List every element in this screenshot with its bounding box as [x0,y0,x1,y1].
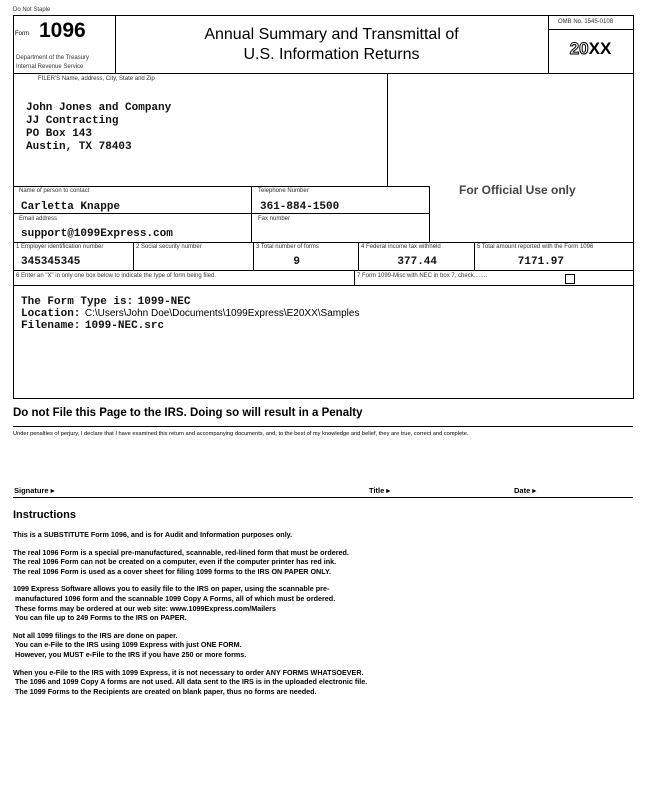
instruction-line: These forms may be ordered at our web site: www.1099Express.com/Mailers [13,603,276,613]
tax-year-outline: 20 [569,39,589,58]
perjury-statement: Under penalties of perjury, I declare that I have examined this return and accompanying documents, and, to the best of my knowledge and belief, they are true, correct and complete. [13,431,469,437]
instruction-paragraph [13,668,633,697]
arrow-right-icon: ▸ [386,486,391,495]
filer-line: John Jones and Company [26,102,172,114]
filename-label: Filename: [21,320,81,332]
phone-value: 361-884-1500 [260,201,340,213]
contact-name-label: Name of person to contact [19,188,90,194]
form-label: Form [15,31,29,37]
location-label: Location: [21,308,81,320]
filename-value: 1099-NEC.src [84,320,165,332]
form-title-line1: Annual Summary and Transmittal of [204,26,459,43]
instruction-line: You can file up to 249 Forms to the IRS on PAPER. [13,613,187,623]
instruction-line: The real 1096 Form is used as a cover sheet for filing 1099 forms to the IRS ON PAPER ONLY. [13,566,331,576]
signature-label: Signature [14,486,49,495]
instruction-line: 1099 Express Software allows you to easily file to the IRS on paper, using the scannable pre- [13,584,330,594]
box4-label: 4 Federal income tax withheld [361,244,441,250]
box1-value: 345345345 [21,256,81,268]
form-title-line2: U.S. Information Returns [243,46,420,63]
email-value: support@1099Express.com [21,228,173,240]
form-number: 1096 [39,19,86,42]
instruction-line: However, you MUST e-File to the IRS if you have 250 or more forms. [13,649,247,659]
instructions-heading: Instructions [13,509,76,521]
arrow-right-icon: ▸ [532,486,537,495]
date-field[interactable] [514,486,536,495]
do-not-staple-note: Do Not Staple [13,7,51,13]
arrow-right-icon: ▸ [50,486,55,495]
fax-label: Fax number [258,216,291,222]
filer-line: PO Box 143 [26,128,93,140]
box7-label: 7 Form 1099-Misc with NEC in box 7, check........ [357,273,488,279]
instruction-line: manufactured 1096 form and the scannable 1099 Copy A Forms, all of which must be ordered. [13,593,336,603]
filer-line: JJ Contracting [26,115,119,127]
tax-year-suffix: XX [588,39,612,58]
contact-name-value: Carletta Knappe [21,201,121,213]
box5-label: 5 Total amount reported with the Form 1096 [477,244,594,250]
box7-checkbox[interactable] [565,274,575,284]
box5-value: 7171.97 [517,256,564,268]
date-label: Date [514,486,531,495]
box2-label: 2 Social security number [136,244,202,250]
filer-label: FILER'S Name, address, City, State and Zip [38,76,155,82]
treasury-dept: Department of the Treasury [16,55,90,61]
box3-value: 9 [293,256,300,268]
box4-value: 377.44 [397,256,437,268]
title-field[interactable] [369,486,390,495]
box6-label: 6 Enter an "X" in only one box below to indicate the type of form being filed. [16,273,217,279]
tax-year [548,39,633,59]
signature-field[interactable] [14,486,54,495]
instruction-line: When you e-File to the IRS with 1099 Express, it is not necessary to order ANY FORMS WHATSOEVER. [13,667,364,677]
instruction-paragraph [13,530,633,540]
filer-address [26,102,171,154]
email-label: Email address [19,216,58,222]
filename-line [21,315,164,333]
instruction-line: The 1096 and 1099 Copy A forms are not used. All data sent to the IRS is in the uploaded electronic file. [13,677,368,687]
form-type-label: The Form Type is: [21,296,134,308]
instruction-line: You can e-File to the IRS using 1099 Express with just ONE FORM. [13,640,242,650]
form-title [115,25,548,65]
location-value: C:\Users\John Doe\Documents\1099Express\E20XX\Samples [84,308,360,319]
official-use-label: For Official Use only [459,183,576,197]
title-label: Title [369,486,385,495]
box1-label: 1 Employer identification number [16,244,104,250]
penalty-warning: Do not File this Page to the IRS. Doing so will result in a Penalty [13,407,363,419]
instruction-line: The 1099 Forms to the Recipients are created on blank paper, thus no forms are needed. [13,686,317,696]
instruction-line: The real 1096 Form can not be created on a computer, even if the computer printer has red ink. [13,557,337,567]
omb-number: OMB No. 1545-0108 [558,19,614,25]
irs-name: Internal Revenue Service [16,64,84,70]
box3-label: 3 Total number of forms [256,244,319,250]
instructions-body [13,530,633,704]
instruction-paragraph [13,631,633,660]
filer-line: Austin, TX 78403 [26,141,132,153]
instruction-paragraph [13,584,633,622]
form-type-value: 1099-NEC [137,296,191,308]
instruction-line: Not all 1099 filings to the IRS are done on paper. [13,630,178,640]
instruction-line: The real 1096 Form is a special pre-manufactured, scannable, red-lined form that must be ordered. [13,547,349,557]
instruction-paragraph [13,548,633,577]
phone-label: Telephone Number [258,188,309,194]
instruction-line: This is a SUBSTITUTE Form 1096, and is for Audit and Information purposes only. [13,530,293,539]
